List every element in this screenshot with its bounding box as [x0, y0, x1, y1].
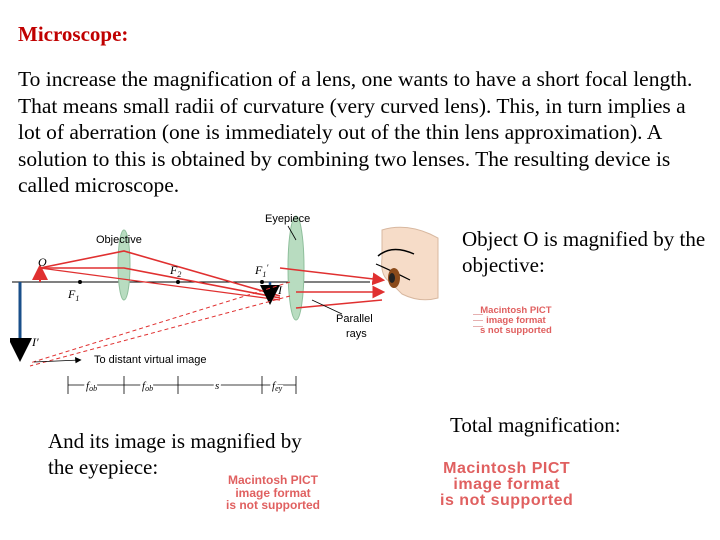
- pict-placeholder-small: Macintosh PICT image format s not supported: [480, 305, 552, 336]
- intro-paragraph: To increase the magnification of a lens, one wants to have a short focal length. That means small radii of curvature (very curved lens). This, in turn implies a lot of aberration (one is immediately out of the thin lens approximation). A solution to this is obtained by combining two lenses. The resulting device is called microscope.: [18, 67, 693, 197]
- label-i-prime: I′: [32, 335, 39, 349]
- eyepiece-lens: [288, 216, 304, 320]
- parallel-ray-3: [296, 300, 382, 308]
- pict-placeholder-medium: Macintosh PICT image format is not supported: [226, 473, 320, 513]
- eyepiece-label: Eyepiece: [265, 213, 311, 225]
- objective-label: Objective: [96, 234, 142, 246]
- ray-1: [40, 251, 280, 296]
- pict-placeholder-large: Macintosh PICT image format is not supported: [440, 460, 574, 509]
- total-magnification-text: Total magnification:: [450, 413, 621, 437]
- label-i: I: [278, 283, 282, 297]
- label-o: O: [38, 255, 47, 269]
- label-f1-prime: $F_1'$: [255, 263, 269, 279]
- eyepiece-magnification-text: And its image is magnified by the eyepiece:: [48, 429, 302, 479]
- dim-s: s: [215, 380, 220, 392]
- objective-magnification-text: Object O is magnified by the objective:: [462, 227, 706, 277]
- label-f1: $F_1$: [68, 287, 80, 303]
- dim-fey: fey: [272, 380, 283, 393]
- slide-title: Microscope:: [18, 22, 129, 46]
- rays-label: rays: [346, 328, 367, 340]
- dim-fob-2: fob: [142, 380, 154, 393]
- parallel-label: Parallel: [336, 313, 373, 325]
- dim-fob-1: fob: [86, 380, 98, 393]
- eye-icon: [376, 227, 438, 300]
- distant-image-label: To distant virtual image: [94, 354, 207, 366]
- microscope-diagram: [10, 208, 450, 400]
- label-f2: $F_2$: [170, 263, 182, 279]
